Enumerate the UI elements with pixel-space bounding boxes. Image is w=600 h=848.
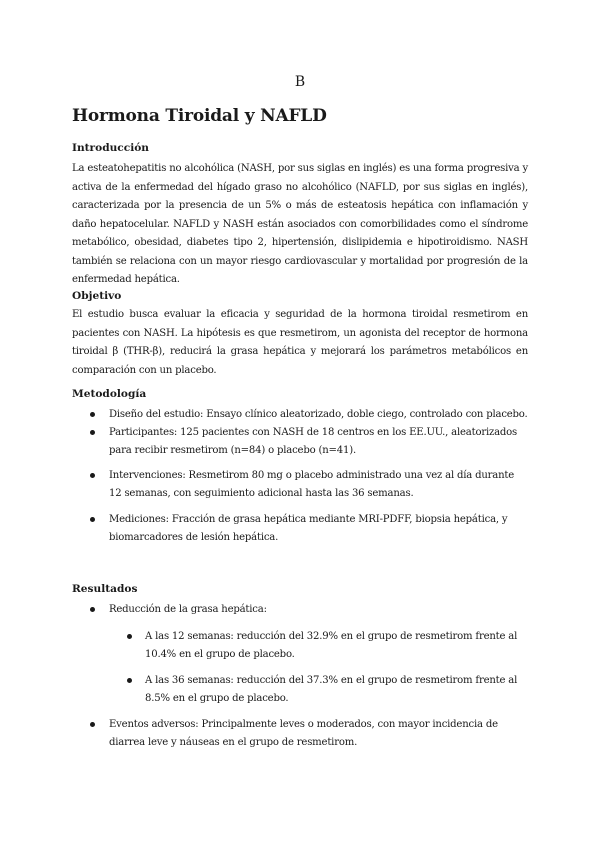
bullet-dot [90, 722, 95, 727]
list-item-text: Diseño del estudio: Ensayo clínico aleatorizado, doble ciego, controlado con placebo. [109, 409, 528, 420]
sub-list-item-text: A las 12 semanas: reducción del 32.9% en el grupo de resmetirom frente al 10.4% en el grupo de placebo. [145, 631, 518, 660]
heading-resultados: Resultados [72, 583, 138, 595]
document-title: Hormona Tiroidal y NAFLD [72, 106, 327, 126]
bullet-dot [90, 473, 95, 478]
bullet-dot [90, 607, 95, 612]
heading-objetivo: Objetivo [72, 290, 122, 302]
list-item-text: Reducción de la grasa hepática: [109, 604, 267, 615]
bullet-dot [90, 430, 95, 435]
heading-introduccion: Introducción [72, 142, 150, 154]
bullet-dot [127, 634, 132, 639]
bullet-dot [127, 678, 132, 683]
paragraph-introduccion: La esteatohepatitis no alcohólica (NASH, por sus siglas en inglés) es una forma progresiva y activa de la enfermedad del hígado graso no alcohólico (NAFLD, por sus siglas en inglés), caracterizada por la presencia de un 5% o más de esteatosis hepática con inflamación y daño hepatocelular. NAFLD y NASH están asociados con comorbilidades como el síndrome metabólico, obesidad, diabetes tipo 2, hipertensión, dislipidemia e hipotiroidismo. NASH también se relaciona con un mayor riesgo cardiovascular y mortalidad por progresión de la enfermedad hepática. [72, 163, 528, 285]
sub-list-item-text: A las 36 semanas: reducción del 37.3% en el grupo de resmetirom frente al 8.5% en el grupo de placebo. [145, 675, 518, 704]
list-item-text: Intervenciones: Resmetirom 80 mg o placebo administrado una vez al día durante 12 semanas, con seguimiento adicional hasta las 36 semanas. [109, 470, 515, 499]
heading-metodologia: Metodología [72, 388, 147, 400]
bullet-dot [90, 517, 95, 522]
paragraph-objetivo: El estudio busca evaluar la eficacia y seguridad de la hormona tiroidal resmetirom en pacientes con NASH. La hipótesis es que resmetirom, un agonista del receptor de hormona tiroidal β (THR-β), reducirá la grasa hepática y mejorará los parámetros metabólicos en comparación con un placebo. [72, 309, 528, 376]
page-letter: B [294, 74, 306, 90]
list-item-text: Participantes: 125 pacientes con NASH de 18 centros en los EE.UU., aleatorizados para recibir resmetirom (n=84) o placebo (n=41). [109, 427, 518, 456]
list-item-text: Eventos adversos: Principalmente leves o moderados, con mayor incidencia de diarrea leve y náuseas en el grupo de resmetirom. [109, 719, 498, 748]
bullet-dot [90, 412, 95, 417]
list-item-text: Mediciones: Fracción de grasa hepática mediante MRI-PDFF, biopsia hepática, y biomarcadores de lesión hepática. [109, 514, 508, 543]
